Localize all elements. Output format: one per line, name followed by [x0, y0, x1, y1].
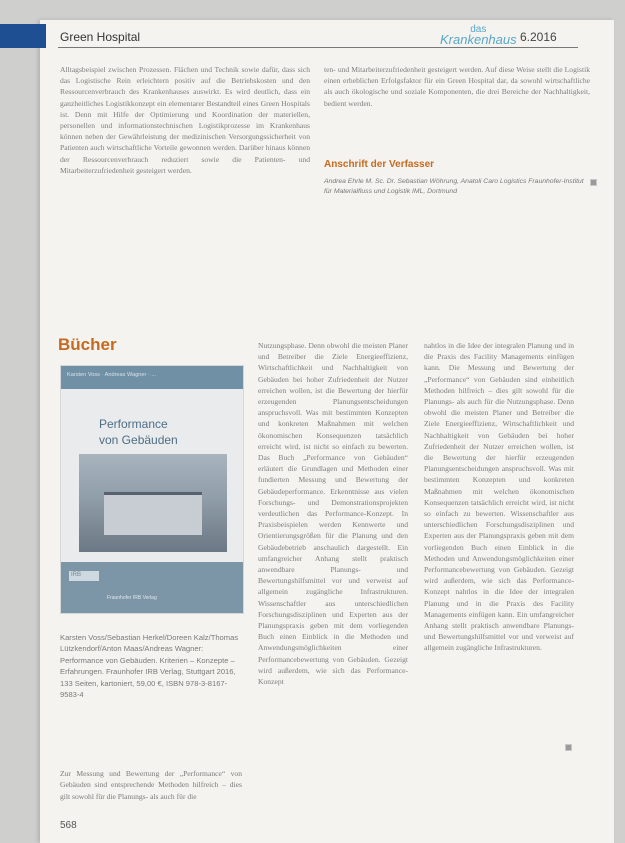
article-end-mark-icon [590, 179, 597, 186]
article-column-1 [60, 64, 310, 182]
book-cover-title [99, 416, 178, 448]
book-review-intro: Zur Messung und Bewertung der „Performance“ von Gebäuden sind entsprechende Methoden hilfreich – dies gilt sowohl für die Planungs- als auch für die [60, 769, 242, 801]
book-cover-building-photo [79, 454, 227, 552]
book-cover-bottom-band [61, 562, 243, 613]
running-header-title: Green Hospital [60, 30, 141, 44]
books-section-title: Bücher [58, 335, 117, 354]
building-shape [104, 492, 202, 535]
book-bibliographic-reference: Karsten Voss/Sebastian Herkel/Doreen Kalz/Thomas Lützkendorf/Anton Maas/Andreas Wagner: Performance von Gebäuden. Kriterien – Konzepte – Erfahrungen. Fraunhofer IRB Verlag, Stuttgart 2016, 133 Seiten, kartoniert, 59,00 €, ISBN 978-3-8167-9583-4 [60, 633, 239, 700]
review-end-mark-icon [565, 744, 572, 751]
article-col2-text: ten- und Mitarbeiterzufriedenheit gesteigert werden. Auf diese Weise stellt die Logistik einen erheblichen Erfolgsfaktor für ein Green Hospital dar, da sowohl wirtschaftliche als auch ökologische und soziale Komponenten, die drei Bereiche der Nachhaltigkeit, bedient werden. [324, 65, 590, 108]
article-column-2 [324, 64, 590, 138]
article-col1-text: Alltagsbeispiel zwischen Prozessen. Flächen und Technik sowie dafür, dass sich das Logistische Rein erleichtern positiv auf die Betriebskosten und den Ressourcenverbrauch des Krankenhauses auswirkt. Es wird deutlich, dass ein ganzheitliches Logistikkonzept ein elementarer Bestandteil eines Green Hospitals ist. Denn mit Hilfe der Optimierung und Koordination der materiellen, personellen und informationstechnischen Logistikprozesse im Krankenhaus können neben der Gewährleistung der medizinischen Versorgungssicherheit von Patienten auch wirtschaftliche Vorteile gewonnen werden. Darüber hinaus können der Ressourcenverbrauch reduziert sowie die Patienten- und Mitarbeiterzufriedenheit gesteigert werden. [60, 65, 310, 175]
book-review-column-3 [424, 340, 574, 750]
book-cover-top-band [61, 366, 243, 389]
book-review-column-2 [258, 340, 408, 790]
author-address-text: Andrea Ehrle M. Sc. Dr. Sebastian Wöhrung, Anatoli Caro Logistics Fraunhofer-Institut für Materialfluss und Logistik IML, Dortmund [324, 178, 584, 195]
book-cover-authors: Karsten Voss · Andreas Wagner · ... [67, 372, 157, 378]
logo-line-2: Krankenhaus [440, 32, 517, 47]
header-divider [58, 47, 578, 48]
book-cover-publisher: Fraunhofer IRB Verlag [107, 595, 157, 601]
logo-line-1: das [470, 24, 487, 35]
book-review-col3-text: nahtlos in die Idee der integralen Planung und in die Praxis des Facility Managements einfügen kann. Die Messung und Bewertung der „Performance“ von Gebäuden sind einheitlich Methoden hilfreich – dies gilt sowohl für die Planungs- als auch für die Nutzungsphase. Denn obwohl die meisten Planer und Betreiber die Ziele Energieeffizienz, Wirtschaftlichkeit und Nachhaltigkeit von Gebäuden bei hoher Zufriedenheit der Nutzer erreichen wollen, ist die Bewertung der hierfür erzeugenden Planungsentscheidungen anspruchsvoll. Was mit bestimmten Konzepten und konkreten Maßnahmen mit welchen ökonomischen Konsequenzen tatsächlich erreicht wird, ist nicht so einfach zu bewerten. Wissenschaftler aus unterschiedlichen Forschungsdisziplinen und Experten aus der Planungspraxis geben mit dem vorliegenden Buch einen Einblick in die Methoden und Anwendungsmöglichkeiten einer Performancebewertung von Gebäuden. Gezeigt wird außerdem, wie sich das Performance-Konzept nahtlos in die Idee der integralen Planung und in die Praxis des Facility Managements einfügen kann. Ein umfangreicher Anhang stellt praktisch anwendbare Planungs- und Bewertungshilfsmittel vor und verweist auf allgemein zugängliche Infrastrukturen. [424, 341, 574, 653]
issue-number: 6.2016 [520, 30, 557, 44]
page-number: 568 [60, 820, 77, 831]
book-cover-title-line-1: Performance [99, 417, 168, 431]
magazine-logo [440, 25, 517, 45]
book-cover-image [60, 365, 244, 614]
book-reference-block [60, 632, 242, 824]
book-review-col2-text: Nutzungsphase. Denn obwohl die meisten Planer und Betreiber die Ziele Energieeffizienz, Wirtschaftlichkeit und Nachhaltigkeit von Gebäuden bei hoher Zufriedenheit der Nutzer erreichen wollen, ist die Bewertung der hierfür erzeugenden Planungsentscheidungen anspruchsvoll. Was mit bestimmten Konzepten und konkreten Maßnahmen mit welchen ökonomischen Konsequenzen tatsächlich erreicht wird, ist nicht so einfach zu bewerten. Das Buch „Performance von Gebäuden“ erläutert die Grundlagen und Methoden einer fundierten Messung und Bewertung der Gebäudeperformance. Erkenntnisse aus vielen Forschungs- und Demonstrationsprojekten verdeutlichen das Performance-Konzept. In Praxisbeispielen werden Kennwerte und Orientierungsgrößen für die Planung und den Gebäudebetrieb anschaulich dargestellt. Ein umfangreicher Anhang stellt praktisch anwendbare Planungs- und Bewertungshilfsmittel vor und verweist auf allgemein zugängliche Infrastrukturen. Wissenschaftler aus unterschiedlichen Forschungsdisziplinen und Experten aus der Planungspraxis geben mit dem vorliegenden Buch einen Einblick in die Methoden und Anwendungsmöglichkeiten einer Performancebewertung von Gebäuden. Gezeigt wird außerdem, wie sich das Performance-Konzept [258, 341, 408, 687]
book-cover-title-line-2: von Gebäuden [99, 433, 178, 447]
section-tab-marker [0, 24, 46, 48]
publisher-logo-text: IRB [71, 572, 82, 578]
author-address-heading: Anschrift der Verfasser [324, 159, 435, 170]
